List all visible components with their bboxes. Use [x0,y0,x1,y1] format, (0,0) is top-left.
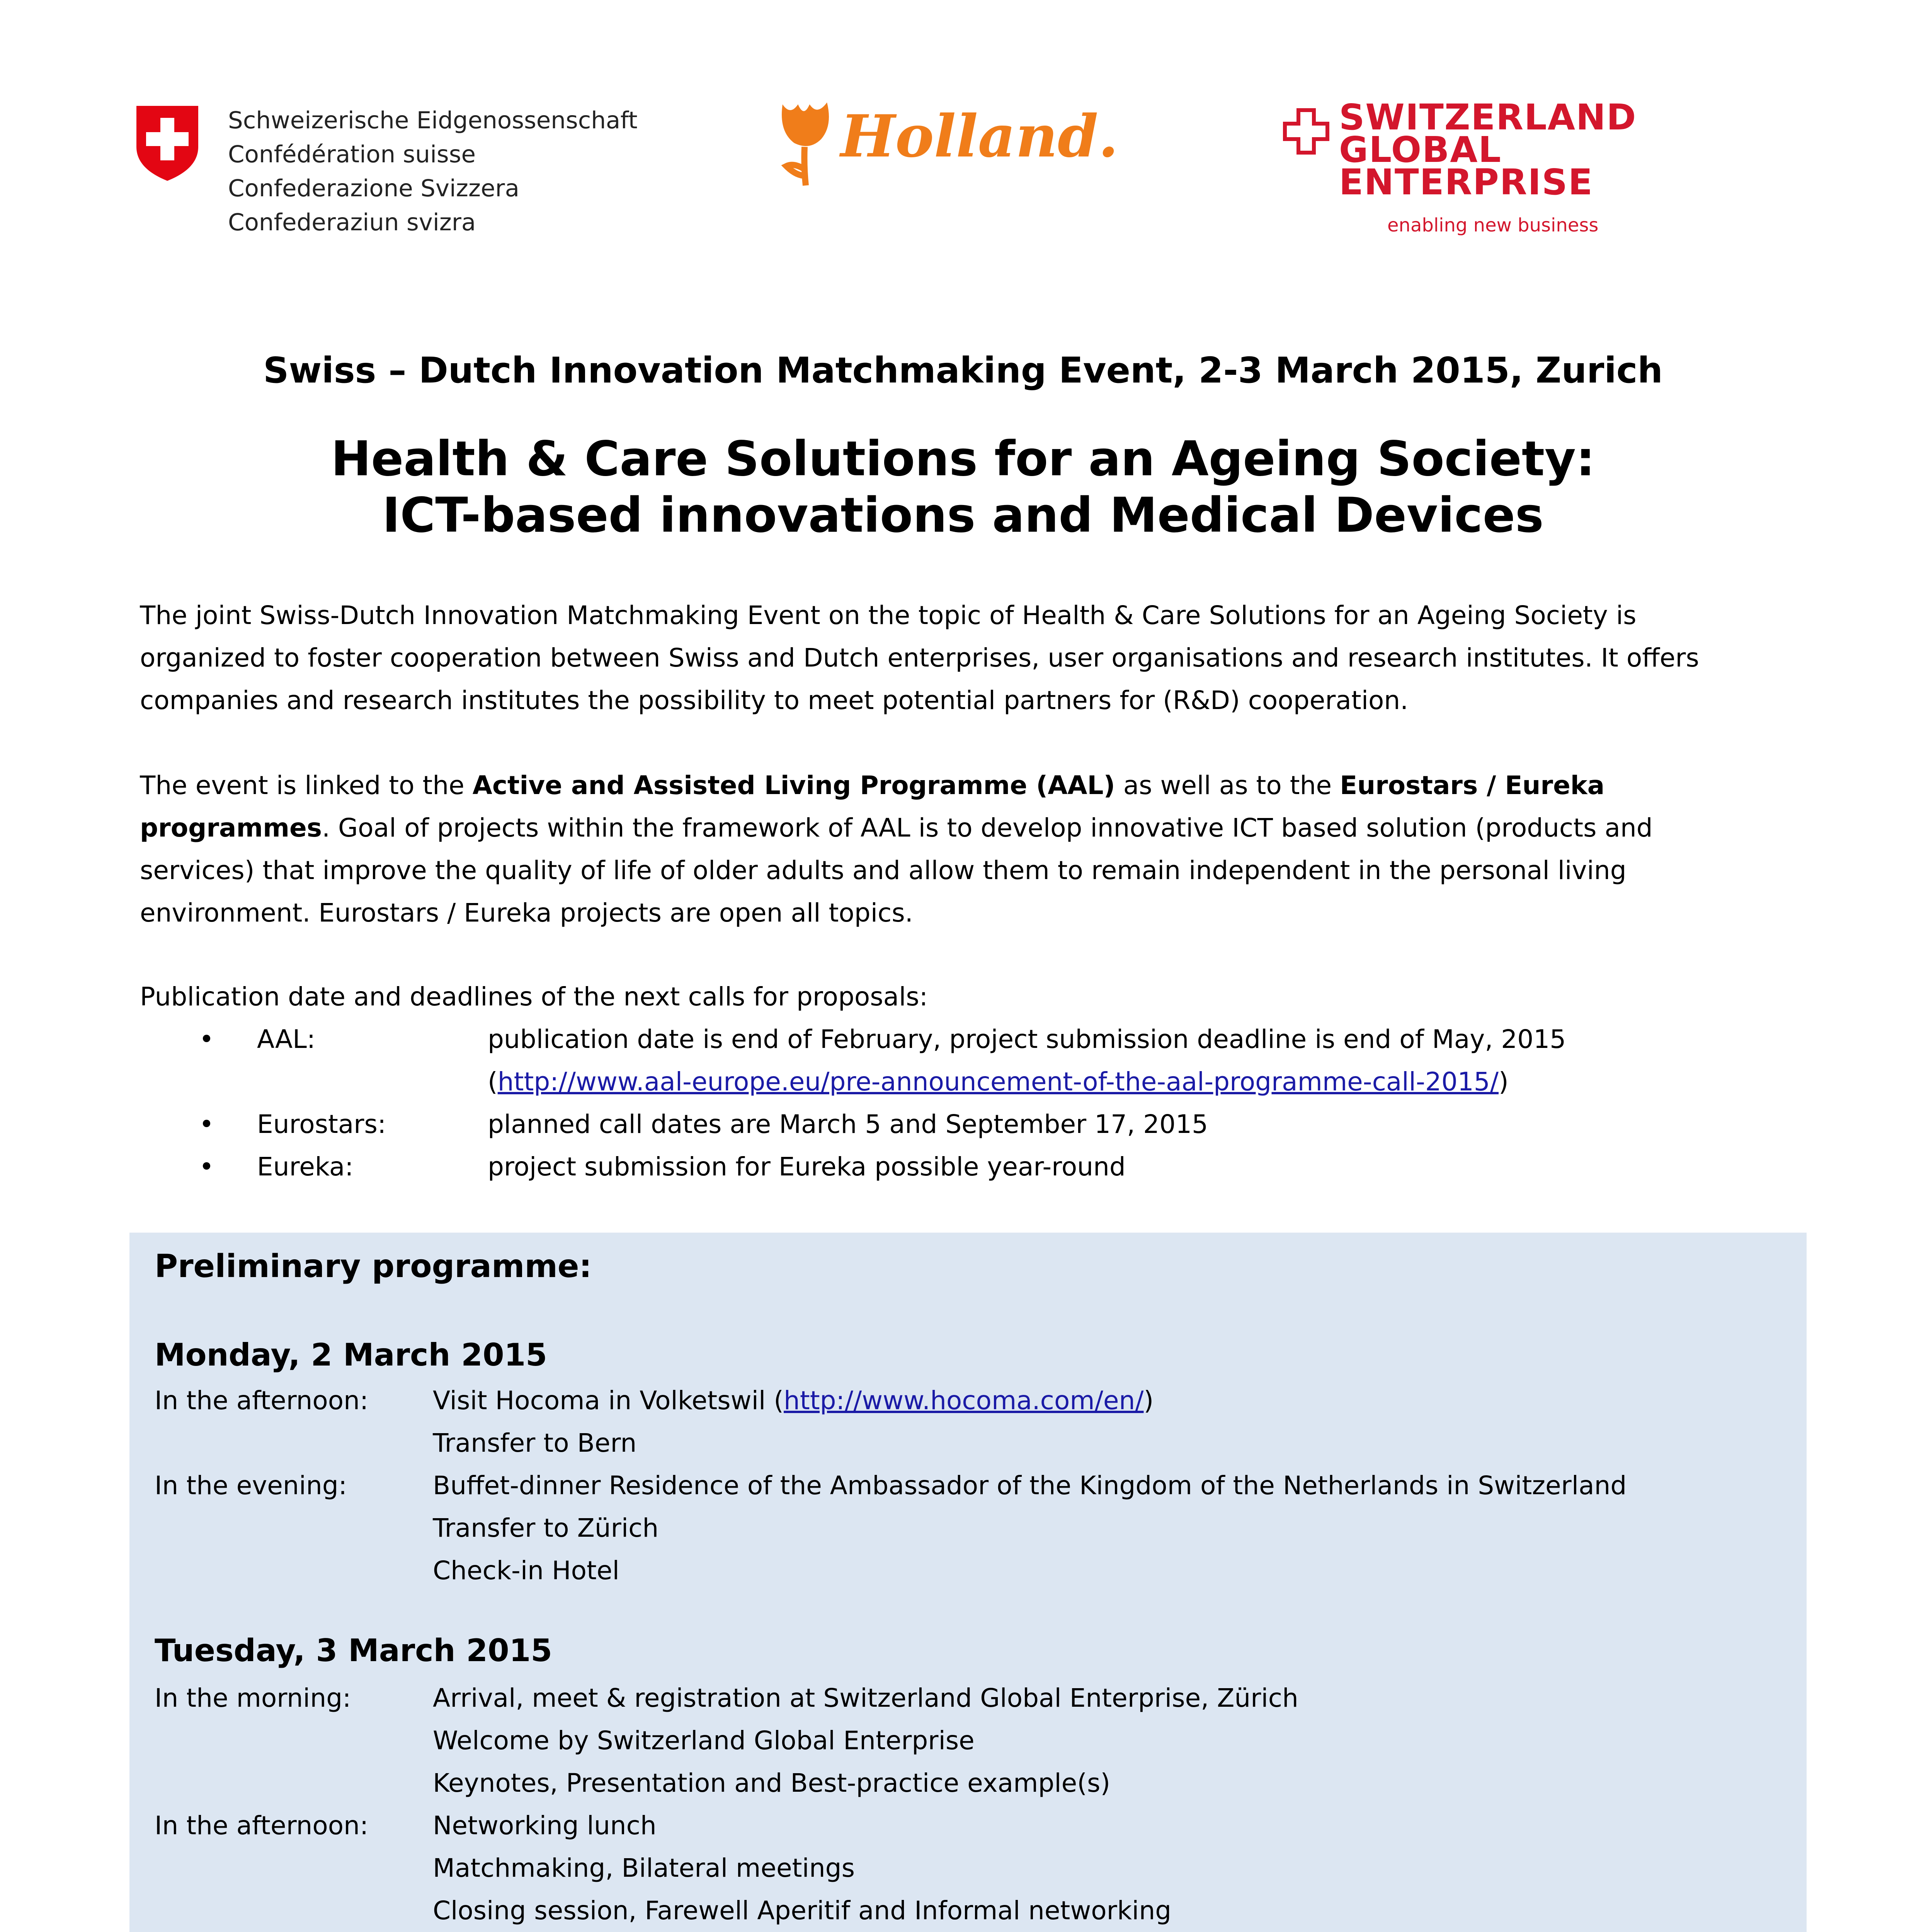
call-name: AAL: [257,1024,316,1054]
programme-item: Buffet-dinner Residence of the Ambassador of the Kingdom of the Netherlands in Switzerland [433,1471,1627,1500]
sge-word-line: GLOBAL [1339,129,1502,170]
programme-item: Keynotes, Presentation and Best-practice example(s) [433,1768,1111,1798]
call-text: planned call dates are March 5 and September 17, 2015 [488,1109,1208,1139]
event-title: Swiss – Dutch Innovation Matchmaking Event, 2-3 March 2015, Zurich [263,350,1663,391]
bullet-icon: • [199,1109,214,1139]
eurostars-name: Eurostars / Eureka [1340,770,1605,800]
text: The event is linked to the [140,770,473,800]
programmes-line: environment. Eurostars / Eureka projects are open all topics. [140,898,913,928]
intro-line: companies and research institutes the possibility to meet potential partners for (R&D) cooperation. [140,685,1409,715]
swiss-line: Schweizerische Eidgenossenschaft [228,107,638,134]
paren: ( [488,1067,498,1097]
paren: ) [1143,1386,1154,1415]
programme-item: Check-in Hotel [433,1556,619,1585]
programme-item: Matchmaking, Bilateral meetings [433,1853,855,1883]
aal-call-link[interactable]: http://www.aal-europe.eu/pre-announcement-of-the-aal-programme-call-2015/ [497,1067,1499,1097]
bullet-icon: • [199,1152,214,1182]
sge-word-line: SWITZERLAND [1339,97,1637,138]
slot-label: In the afternoon: [155,1811,369,1840]
programme-item: Transfer to Zürich [433,1513,659,1543]
tuesday-title: Tuesday, 3 March 2015 [155,1633,553,1668]
svg-text:Holland.: Holland. [840,102,1119,170]
programme-item: Arrival, meet & registration at Switzerland Global Enterprise, Zürich [433,1683,1298,1713]
slot-label: In the morning: [155,1683,351,1713]
swiss-line: Confederazione Svizzera [228,175,519,202]
call-name: Eureka: [257,1152,354,1182]
programme-item [433,1379,1154,1422]
sge-cross-icon [1283,108,1329,155]
programme-item: Welcome by Switzerland Global Enterprise [433,1726,975,1755]
bullet-icon: • [199,1024,214,1054]
call-text: publication date is end of February, project submission deadline is end of May, 2015 [488,1024,1566,1054]
swiss-coat-of-arms-icon [133,104,201,182]
programme-item: Transfer to Bern [433,1428,637,1458]
calls-intro: Publication date and deadlines of the next calls for proposals: [140,982,928,1012]
programme-item: Closing session, Farewell Aperitif and Informal networking [433,1896,1172,1925]
call-name: Eurostars: [257,1109,386,1139]
programmes-line [140,764,1802,807]
call-text: project submission for Eureka possible year-round [488,1152,1126,1182]
slot-label: In the evening: [155,1471,347,1500]
sge-word-line: ENTERPRISE [1339,162,1593,203]
programme-heading: Preliminary programme: [155,1248,592,1285]
swiss-line: Confédération suisse [228,141,476,168]
programmes-line [140,807,1802,849]
programmes-word: programmes [140,813,322,843]
swiss-line: Confederaziun svizra [228,209,476,236]
aal-programme-name: Active and Assisted Living Programme (AAL) [472,770,1115,800]
slot-label: In the afternoon: [155,1386,369,1415]
main-title-line: ICT-based innovations and Medical Devices [382,488,1544,543]
intro-line: The joint Swiss-Dutch Innovation Matchmaking Event on the topic of Health & Care Solutions for an Ageing Society is [140,600,1637,630]
text: as well as to the [1115,770,1340,800]
holland-tulip-logo [767,89,1123,193]
programmes-line: services) that improve the quality of life of older adults and allow them to remain independent in the personal living [140,855,1627,885]
swiss-confederation-wordmark [228,104,638,240]
programme-item: Networking lunch [433,1811,657,1840]
paren: ) [1499,1067,1509,1097]
text: Visit Hocoma in Volketswil ( [433,1386,784,1415]
intro-line: organized to foster cooperation between Swiss and Dutch enterprises, user organisations and research institutes. It offers [140,643,1699,673]
monday-title: Monday, 2 March 2015 [155,1337,547,1373]
sge-tagline: enabling new business [1387,214,1599,236]
intro-paragraph [140,594,1802,722]
main-title [0,431,1926,544]
sge-wordmark [1339,97,1637,203]
text: . Goal of projects within the framework of AAL is to develop innovative ICT based solution (products and [322,813,1653,843]
programmes-paragraph [140,764,1802,934]
call-link-line [488,1061,1509,1103]
main-title-line: Health & Care Solutions for an Ageing Society: [331,431,1595,487]
hocoma-link[interactable]: http://www.hocoma.com/en/ [784,1386,1144,1415]
